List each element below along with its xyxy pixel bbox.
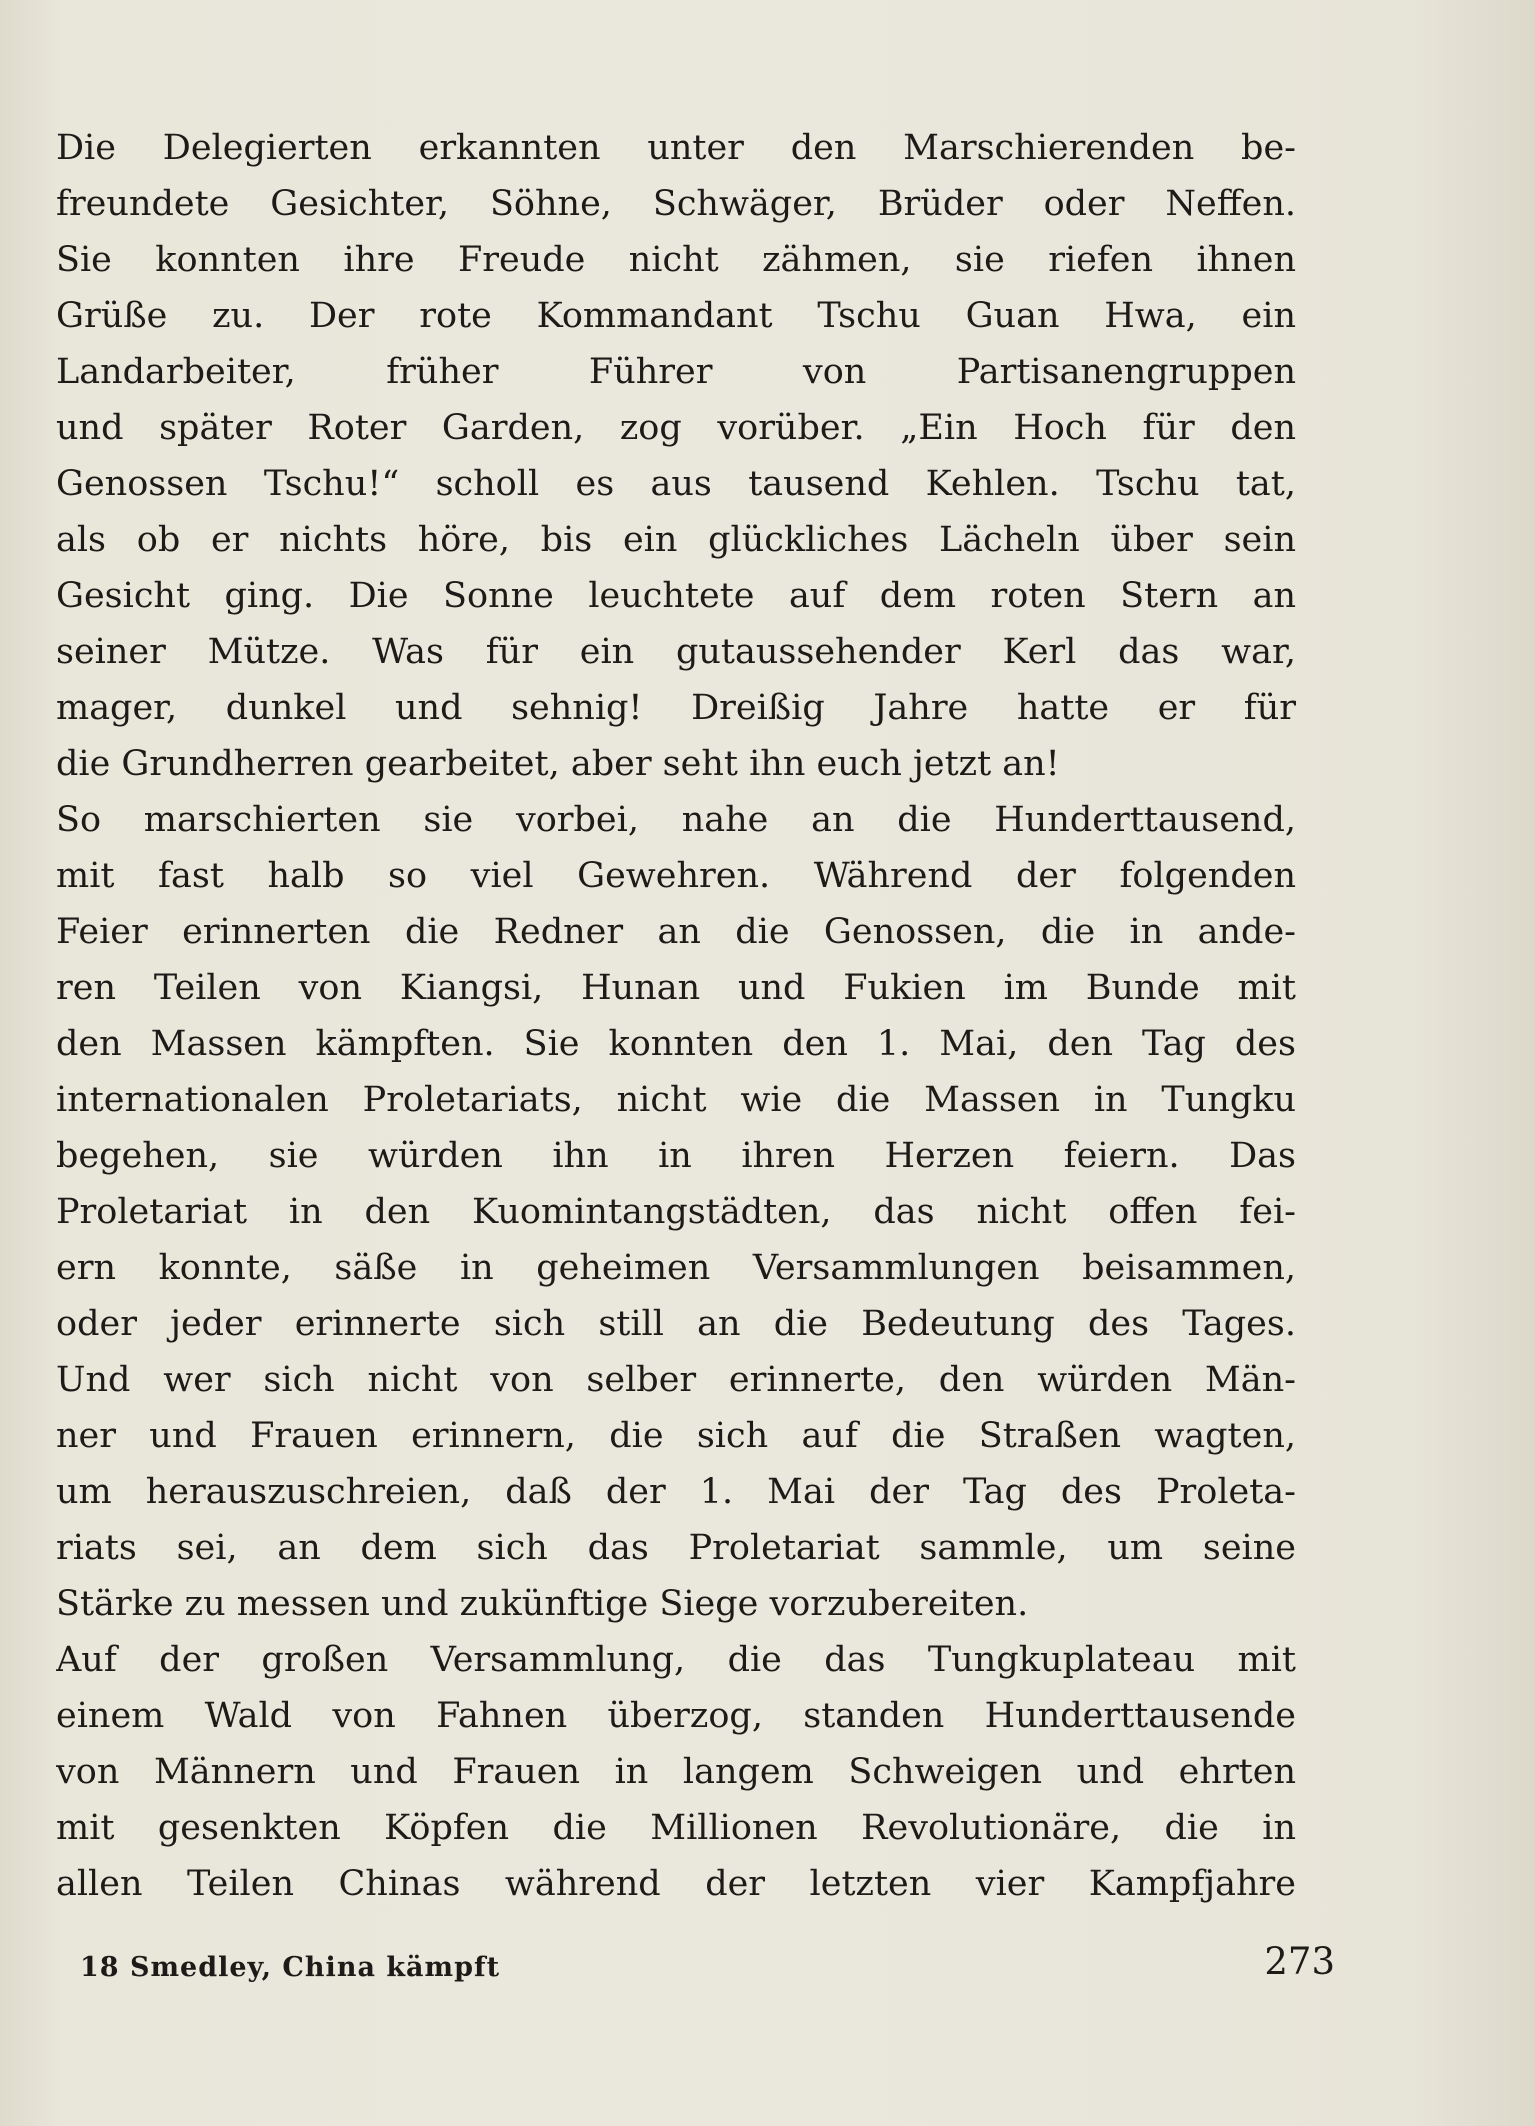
- text-line: um herauszuschreien, daß der 1. Mai der Tag des Proleta-: [56, 1472, 1296, 1512]
- text-line: begehen, sie würden ihn in ihren Herzen feiern. Das: [56, 1136, 1296, 1176]
- text-line: So marschierten sie vorbei, nahe an die Hunderttausend,: [56, 800, 1296, 840]
- text-line: allen Teilen Chinas während der letzten vier Kampfjahre: [56, 1864, 1296, 1904]
- body-text: [56, 120, 1296, 1912]
- text-line: den Massen kämpften. Sie konnten den 1. Mai, den Tag des: [56, 1024, 1296, 1064]
- text-line: mit gesenkten Köpfen die Millionen Revolutionäre, die in: [56, 1808, 1296, 1848]
- text-line: freundete Gesichter, Söhne, Schwäger, Brüder oder Neffen.: [56, 184, 1296, 224]
- text-line: mager, dunkel und sehnig! Dreißig Jahre hatte er für: [56, 688, 1296, 728]
- text-line: einem Wald von Fahnen überzog, standen Hunderttausende: [56, 1696, 1296, 1736]
- text-line: Stärke zu messen und zukünftige Siege vorzubereiten.: [56, 1584, 1029, 1624]
- signature-mark: 18 Smedley, China kämpft: [80, 1952, 501, 1983]
- page-footer: [80, 1940, 1335, 2000]
- paragraph-1: [56, 120, 1296, 792]
- text-line: Proletariat in den Kuomintangstädten, das nicht offen fei-: [56, 1192, 1296, 1232]
- paragraph-3: [56, 1632, 1296, 1912]
- text-line: Die Delegierten erkannten unter den Marschierenden be-: [56, 128, 1296, 168]
- text-line: internationalen Proletariats, nicht wie die Massen in Tungku: [56, 1080, 1296, 1120]
- text-line: mit fast halb so viel Gewehren. Während der folgenden: [56, 856, 1296, 896]
- text-line: Genossen Tschu!“ scholl es aus tausend Kehlen. Tschu tat,: [56, 464, 1296, 504]
- text-line: die Grundherren gearbeitet, aber seht ihn euch jetzt an!: [56, 744, 1060, 784]
- text-line: riats sei, an dem sich das Proletariat sammle, um seine: [56, 1528, 1296, 1568]
- text-line: Feier erinnerten die Redner an die Genossen, die in ande-: [56, 912, 1296, 952]
- text-line: als ob er nichts höre, bis ein glückliches Lächeln über sein: [56, 520, 1296, 560]
- text-line: Landarbeiter, früher Führer von Partisanengruppen: [56, 352, 1296, 392]
- text-line: von Männern und Frauen in langem Schweigen und ehrten: [56, 1752, 1296, 1792]
- text-line: oder jeder erinnerte sich still an die Bedeutung des Tages.: [56, 1304, 1296, 1344]
- text-line: Sie konnten ihre Freude nicht zähmen, sie riefen ihnen: [56, 240, 1296, 280]
- text-line: seiner Mütze. Was für ein gutaussehender Kerl das war,: [56, 632, 1296, 672]
- text-line: ner und Frauen erinnern, die sich auf die Straßen wagten,: [56, 1416, 1296, 1456]
- text-line: Auf der großen Versammlung, die das Tungkuplateau mit: [56, 1640, 1296, 1680]
- text-line: Grüße zu. Der rote Kommandant Tschu Guan Hwa, ein: [56, 296, 1296, 336]
- page-number: 273: [1264, 1940, 1335, 1983]
- text-line: und später Roter Garden, zog vorüber. „Ein Hoch für den: [56, 408, 1296, 448]
- text-line: Und wer sich nicht von selber erinnerte, den würden Män-: [56, 1360, 1296, 1400]
- text-line: Gesicht ging. Die Sonne leuchtete auf dem roten Stern an: [56, 576, 1296, 616]
- paragraph-2: [56, 792, 1296, 1632]
- text-line: ren Teilen von Kiangsi, Hunan und Fukien im Bunde mit: [56, 968, 1296, 1008]
- text-line: ern konnte, säße in geheimen Versammlungen beisammen,: [56, 1248, 1296, 1288]
